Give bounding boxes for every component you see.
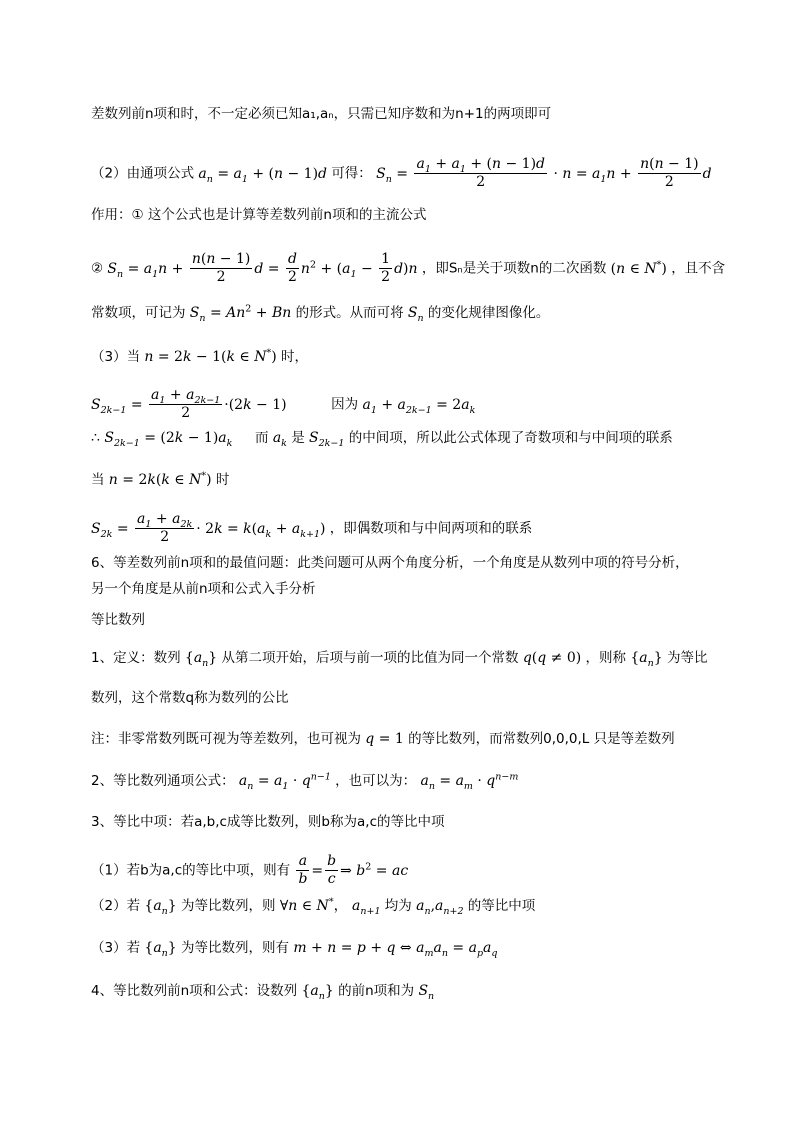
formula-geometric-term: $a_n = a_1 \cdot q^{n-1}$ xyxy=(238,771,331,792)
formula-domain: (n ∈ N*) xyxy=(610,258,667,277)
text-line-18: 3、等比中项：若a,b,c成等比数列，则b称为a,c的等比中项 xyxy=(91,814,445,830)
text-segment: 2、等比数列通项公式： xyxy=(91,773,235,789)
formula-sum-quadratic: $S_n = a_1n$ + $\frac{n(n - 1)}{2}$ d = $\frac{d}{2}$ $n^2 + (a_1$ − $\frac{1}{2}$ d)n xyxy=(107,251,418,285)
text-line-20 xyxy=(91,896,734,916)
text-segment: 的形式。从而可将 xyxy=(295,305,404,321)
text-segment: （2）由通项公式 xyxy=(91,165,195,182)
text-segment: ，也可以为： xyxy=(335,773,417,789)
text-line-2 xyxy=(91,156,734,191)
text-segment: ，则称 xyxy=(585,650,627,666)
formula-ak: $a_k$ xyxy=(272,430,287,449)
text-line-17 xyxy=(91,771,734,791)
text-segment: 均为 xyxy=(384,898,412,914)
formula-s2k-1: $S_{2k-1}$ xyxy=(309,430,345,449)
text-segment: ，且不含 xyxy=(671,260,726,277)
formula-sn: $S_n$ xyxy=(418,983,435,1002)
text-segment: 为等比数列，则 xyxy=(181,898,276,914)
formula-geometric-term-alt: $a_n = a_m \cdot q^{n-m}$ xyxy=(420,771,519,792)
text-line-12: 另一个角度是从前n项和公式入手分析 xyxy=(91,581,316,597)
text-segment: （3）当 xyxy=(91,349,141,365)
formula-q-nonzero: q(q ≠ 0) xyxy=(522,650,582,666)
text-segment: 的等比中项 xyxy=(467,898,536,914)
text-line-5 xyxy=(91,303,734,323)
text-segment: 是 xyxy=(291,430,305,446)
text-line-19 xyxy=(91,853,734,888)
text-line-4 xyxy=(91,251,734,286)
text-segment: 从第二项开始，后项与前一项的比值为同一个常数 xyxy=(221,650,519,666)
section-heading-geometric: 等比数列 xyxy=(91,612,145,628)
text-segment: 的前n项和为 xyxy=(338,983,415,999)
text-segment: 注：非零常数列既可视为等差数列，也可视为 xyxy=(91,731,361,747)
text-segment: 4、等比数列前n项和公式：设数列 xyxy=(91,983,298,999)
text-line-14 xyxy=(91,648,734,668)
text-line-22 xyxy=(91,981,734,1001)
text-segment: （3）若 xyxy=(91,940,141,956)
formula-seq: $\{a_n\}$ xyxy=(184,650,218,669)
formula-q-one: q = 1 xyxy=(365,731,404,747)
formula-seq: $\{a_n\}$ xyxy=(630,650,663,669)
text-line-7 xyxy=(91,387,734,422)
text-segment: （2）若 xyxy=(91,898,141,914)
text-line-21 xyxy=(91,938,734,958)
text-segment: 时， xyxy=(280,349,308,365)
formula-even-index: n = 2k(k ∈ N*) xyxy=(108,470,212,488)
formula-seq: $\{a_n\}$ xyxy=(144,898,177,917)
text-line-8 xyxy=(91,428,734,448)
text-line-3: 作用：① 这个公式也是计算等差数列前n项和的主流公式 xyxy=(91,207,427,223)
formula-odd-sum: $S_{2k-1}$ = $\frac{a_1 + a_{2k-1}}{2}$ ·(2k − 1) xyxy=(91,387,287,421)
text-line-16 xyxy=(91,729,734,749)
text-line-6 xyxy=(91,347,734,367)
text-line-10 xyxy=(91,511,734,546)
formula-seq: $\{a_n\}$ xyxy=(301,983,334,1002)
formula-index-property: m + n = p + q ⇔ $a_ma_n = a_pa_q$ xyxy=(293,940,498,959)
text-segment: 为等比 xyxy=(666,650,708,666)
text-segment: 常数项，可记为 xyxy=(91,305,186,321)
text-segment: ，即偶数项和与中间两项和的联系 xyxy=(329,520,533,537)
text-segment: （1）若b为a,c的等比中项，则有 xyxy=(91,862,291,879)
text-segment: 时 xyxy=(215,472,230,488)
text-segment: 可得： xyxy=(331,165,372,182)
formula-general-term: $a_n = a_1 + (n - 1)d$ xyxy=(198,165,328,185)
formula-sum-form: $S_n = An^2 + Bn$ xyxy=(189,303,292,324)
formula-seq: $\{a_n\}$ xyxy=(144,940,177,959)
text-line-11: 6、等差数列前n项和的最值问题：此类问题可从两个角度分析，一个角度是从数列中项的符号分析， xyxy=(91,555,689,571)
formula-odd-relation: $a_1 + a_{2k-1} = 2a_k$ xyxy=(362,396,476,416)
formula-sum-derivation: $S_n$ = $\frac{a_1 + a_1 + (n - 1)d}{2}$ · $n = a_1n$ + $\frac{n(n - 1)}{2}$ d xyxy=(376,156,712,190)
formula-sn: $S_n$ xyxy=(407,305,424,324)
text-segment: 的中间项，所以此公式体现了奇数项和与中间项的联系 xyxy=(348,430,673,446)
text-segment: 的变化规律图像化。 xyxy=(427,305,550,321)
formula-odd-index: n = 2k − 1(k ∈ N*) xyxy=(144,347,277,365)
text-segment: 的等比数列，而常数列0,0,0,L 只是等差数列 xyxy=(408,731,675,747)
text-segment: ，即Sₙ是关于项数n的二次函数 xyxy=(421,260,607,277)
formula-forall: ∀n ∈ N*， $a_{n+1}$ xyxy=(279,896,381,917)
formula-neighbors: $a_n,a_{n+2}$ xyxy=(416,898,464,917)
text-segment: 1、定义：数列 xyxy=(91,650,181,666)
text-segment: 当 xyxy=(91,472,105,488)
text-line-15: 数列，这个常数q称为数列的公比 xyxy=(91,690,289,706)
formula-even-sum: $S_{2k}$ = $\frac{a_1 + a_{2k}}{2}$ · $2k = k(a_k + a_{k+1})$ xyxy=(91,511,326,545)
formula-geometric-mean: $\frac{a}{b}$ = $\frac{b}{c}$ ⇒ $b^2$ = ac xyxy=(298,853,409,887)
text-segment: ② xyxy=(91,260,104,277)
text-segment: 而 xyxy=(255,430,269,446)
text-segment: 为等比数列，则有 xyxy=(181,940,290,956)
text-line-9 xyxy=(91,470,734,490)
text-segment: 因为 xyxy=(331,396,359,413)
formula-odd-result: ∴ $S_{2k-1} = (2k - 1)a_k$ xyxy=(91,430,233,449)
text-line-1: 差数列前n项和时，不一定必须已知a₁,aₙ，只需已知序数和为n+1的两项即可 xyxy=(91,106,552,122)
